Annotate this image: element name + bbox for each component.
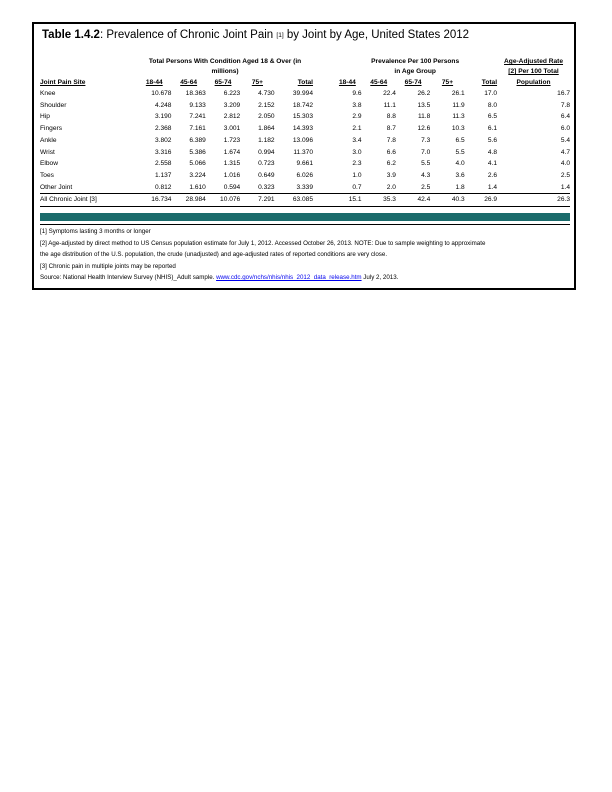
cell-count: 3.339 <box>296 183 314 191</box>
cell-site: Fingers <box>40 125 62 133</box>
header-row-3 <box>40 77 570 88</box>
cell-count: 3.190 <box>154 113 172 121</box>
cell-rate: 3.6 <box>455 171 465 179</box>
cell-adjusted: 26.3 <box>497 194 570 207</box>
cell-count: 6.223 <box>223 90 241 97</box>
footnote-2: [2] Age-adjusted by direct method to US Census population estimate for July 1, 2012. Accessed October 26, 2013. NOTE: Due to sample weighting to approximate <box>40 239 486 247</box>
cell-rate: 6.5 <box>487 113 498 121</box>
cell-count: 18.363 <box>185 90 206 97</box>
cell-rate: 40.3 <box>430 194 464 207</box>
cell-site: Elbow <box>40 160 58 168</box>
cell-rate: 1.4 <box>487 183 498 191</box>
cell-count: 5.386 <box>189 148 206 156</box>
total-row <box>40 194 570 207</box>
cell-rate: 7.0 <box>421 148 431 156</box>
cell-rate: 3.4 <box>352 136 362 144</box>
cell-site: Other Joint <box>40 183 73 191</box>
cell-count: 1.182 <box>258 136 275 144</box>
header-age: 18-44 <box>338 79 356 86</box>
cell-rate: 8.0 <box>487 101 498 109</box>
cell-spacer <box>313 123 333 135</box>
cell-rate: 7.3 <box>421 136 431 144</box>
title-footnote-ref: [1] <box>276 32 284 39</box>
cell-rate: 6.6 <box>386 148 396 156</box>
table-number: Table 1.4.2 <box>42 29 100 41</box>
cell-rate: 10.3 <box>451 125 465 133</box>
table-row <box>40 111 570 123</box>
cell-count: 15.303 <box>292 113 314 121</box>
header-row-2 <box>40 67 570 77</box>
cell-rate: 11.8 <box>417 113 431 121</box>
cell-rate: 8.7 <box>386 125 396 133</box>
cell-count: 1.674 <box>223 148 241 156</box>
cell-count: 6.026 <box>296 171 314 179</box>
cell-count: 0.723 <box>258 160 275 168</box>
table-row <box>40 170 570 182</box>
cell-site: Toes <box>40 171 54 179</box>
cell-count: 0.812 <box>154 183 172 191</box>
cell-count: 6.389 <box>189 136 206 144</box>
cell-rate: 22.4 <box>383 90 396 97</box>
cell-site: Ankle <box>40 136 57 144</box>
header-age: 75+ <box>251 79 263 86</box>
header-adjusted: Age-Adjusted Rate <box>504 58 564 65</box>
cell-rate: 2.0 <box>386 183 396 191</box>
cell-rate: 8.8 <box>386 113 396 121</box>
table-row <box>40 88 570 100</box>
cell-adjusted: 6.4 <box>560 113 570 121</box>
cell-site: Wrist <box>40 148 55 156</box>
cell-rate: 26.2 <box>417 90 431 97</box>
cell-adjusted: 6.0 <box>560 125 570 133</box>
header-age: 18-44 <box>145 79 163 86</box>
cell-rate: 6.1 <box>487 125 498 133</box>
header-age: 45-64 <box>180 79 198 86</box>
cell-adjusted: 4.0 <box>560 160 570 168</box>
title-text-end: by Joint by Age, United States 2012 <box>283 29 470 41</box>
cell-site: Knee <box>40 90 56 97</box>
cell-rate: 3.9 <box>386 171 396 179</box>
cell-count: 39.994 <box>292 90 314 97</box>
cell-count: 63.085 <box>275 194 313 207</box>
cell-count: 1.137 <box>154 171 172 179</box>
cell-count: 11.370 <box>293 148 314 156</box>
cell-adjusted: 7.8 <box>560 101 570 109</box>
cell-rate: 2.9 <box>352 113 362 121</box>
cell-count: 7.161 <box>189 125 206 133</box>
cell-count: 1.864 <box>258 125 275 133</box>
cell-site: Hip <box>40 113 50 121</box>
cell-count: 16.734 <box>137 194 171 207</box>
header-prevalence: Prevalence Per 100 Persons <box>371 58 460 65</box>
cell-rate: 4.0 <box>455 160 465 168</box>
cell-spacer <box>313 182 333 194</box>
header-total-persons-2: millions) <box>211 68 239 75</box>
header-age: 65-74 <box>214 79 232 86</box>
table-row <box>40 135 570 147</box>
cell-rate: 2.1 <box>352 125 362 133</box>
table-row <box>40 147 570 159</box>
cell-site: Shoulder <box>40 101 67 109</box>
cell-count: 3.224 <box>189 171 206 179</box>
cell-rate: 1.8 <box>455 183 465 191</box>
header-adjusted-2: [2] Per 100 Total <box>508 68 559 75</box>
table-row <box>40 123 570 135</box>
cell-spacer <box>313 100 333 112</box>
cell-count: 1.723 <box>223 136 241 144</box>
cell-count: 4.248 <box>154 101 172 109</box>
cell-count: 18.742 <box>292 101 314 109</box>
table-body <box>40 88 570 207</box>
cell-count: 1.315 <box>223 160 241 168</box>
cell-rate: 9.6 <box>352 90 362 97</box>
cell-rate: 4.1 <box>487 160 498 168</box>
cell-spacer <box>313 194 333 207</box>
cell-rate: 2.3 <box>352 160 362 168</box>
cell-rate: 26.1 <box>451 90 465 97</box>
cell-count: 3.316 <box>154 148 172 156</box>
table-frame <box>32 22 576 290</box>
header-prevalence-2: in Age Group <box>394 68 436 75</box>
footnote-3: [3] Chronic pain in multiple joints may be reported <box>40 262 176 270</box>
cell-rate: 3.0 <box>352 148 362 156</box>
header-site: Joint Pain Site <box>40 79 86 86</box>
cell-count: 14.393 <box>292 125 314 133</box>
cell-adjusted: 5.4 <box>560 136 570 144</box>
cell-rate: 0.7 <box>352 183 362 191</box>
cell-rate: 42.4 <box>396 194 430 207</box>
header-adjusted-3: Population <box>516 79 551 86</box>
cell-rate: 5.5 <box>421 160 431 168</box>
cell-spacer <box>313 158 333 170</box>
data-table <box>40 57 570 207</box>
cell-count: 2.152 <box>258 101 275 109</box>
source-link[interactable]: www.cdc.gov/nchs/nhis/nhis_2012_data_release.htm <box>216 274 362 282</box>
cell-count: 3.802 <box>154 136 172 144</box>
table-title <box>42 29 469 41</box>
cell-count: 10.678 <box>151 90 172 97</box>
cell-count: 9.133 <box>189 101 206 109</box>
cell-rate: 6.2 <box>386 160 396 168</box>
cell-adjusted: 16.7 <box>557 90 570 97</box>
cell-rate: 15.1 <box>333 194 361 207</box>
cell-rate: 17.0 <box>484 90 498 97</box>
cell-count: 2.558 <box>154 160 172 168</box>
footnotes <box>40 224 570 284</box>
cell-count: 3.209 <box>223 101 241 109</box>
cell-spacer <box>313 88 333 100</box>
cell-count: 3.001 <box>223 125 241 133</box>
cell-count: 1.016 <box>223 171 241 179</box>
header-row-1 <box>40 57 570 67</box>
cell-count: 7.291 <box>240 194 274 207</box>
header-age: 75+ <box>441 79 454 86</box>
cell-count: 0.649 <box>258 171 275 179</box>
header-age: 65-74 <box>404 79 422 86</box>
cell-count: 5.066 <box>189 160 206 168</box>
source-line <box>40 272 570 284</box>
source-suffix: July 2, 2013. <box>361 274 399 282</box>
cell-spacer <box>313 111 333 123</box>
cell-rate: 13.5 <box>417 101 431 109</box>
header-age: Total <box>297 79 314 86</box>
color-band <box>40 213 570 221</box>
footnote-2-cont: the age distribution of the U.S. population, the crude (unadjusted) and age-adjusted rates of reported conditions are very close. <box>40 251 388 259</box>
table-row <box>40 182 570 194</box>
cell-count: 13.096 <box>292 136 314 144</box>
table-row <box>40 100 570 112</box>
cell-rate: 2.5 <box>421 183 431 191</box>
cell-count: 1.610 <box>189 183 206 191</box>
table-row <box>40 158 570 170</box>
cell-rate: 4.3 <box>421 171 431 179</box>
cell-count: 10.076 <box>206 194 240 207</box>
footnote-1: [1] Symptoms lasting 3 months or longer <box>40 228 151 235</box>
cell-count: 2.368 <box>154 125 172 133</box>
cell-rate: 7.8 <box>386 136 396 144</box>
cell-rate: 4.8 <box>487 148 498 156</box>
cell-rate: 11.3 <box>452 113 465 121</box>
cell-rate: 1.0 <box>352 171 362 179</box>
source-prefix: Source: National Health Interview Survey (NHIS)_Adult sample. <box>40 274 217 282</box>
cell-rate: 5.5 <box>455 148 465 156</box>
cell-count: 0.994 <box>258 148 275 156</box>
cell-rate: 5.6 <box>487 136 498 144</box>
cell-count: 4.730 <box>258 90 275 97</box>
header-age: Total <box>481 79 498 86</box>
cell-count: 9.661 <box>296 160 314 168</box>
cell-count: 2.812 <box>223 113 241 121</box>
cell-rate: 6.5 <box>455 136 465 144</box>
cell-rate: 11.1 <box>383 101 396 109</box>
cell-count: 0.323 <box>258 183 275 191</box>
title-text: : Prevalence of Chronic Joint Pain <box>99 29 277 41</box>
cell-count: 7.241 <box>189 113 206 121</box>
cell-site: All Chronic Joint [3] <box>40 194 137 207</box>
cell-adjusted: 4.7 <box>560 148 570 156</box>
cell-adjusted: 1.4 <box>560 183 570 191</box>
cell-spacer <box>313 170 333 182</box>
cell-adjusted: 2.5 <box>560 171 570 179</box>
cell-rate: 12.6 <box>417 125 431 133</box>
cell-count: 2.050 <box>258 113 275 121</box>
cell-spacer <box>313 135 333 147</box>
cell-count: 0.594 <box>223 183 241 191</box>
cell-rate: 11.9 <box>452 101 465 109</box>
cell-spacer <box>313 147 333 159</box>
header-total-persons: Total Persons With Condition Aged 18 & Over (in <box>148 58 302 65</box>
cell-rate: 26.9 <box>465 194 497 207</box>
cell-count: 28.984 <box>171 194 205 207</box>
cell-rate: 3.8 <box>352 101 362 109</box>
cell-rate: 2.6 <box>487 171 498 179</box>
cell-rate: 35.3 <box>362 194 396 207</box>
header-age: 45-64 <box>370 79 388 86</box>
